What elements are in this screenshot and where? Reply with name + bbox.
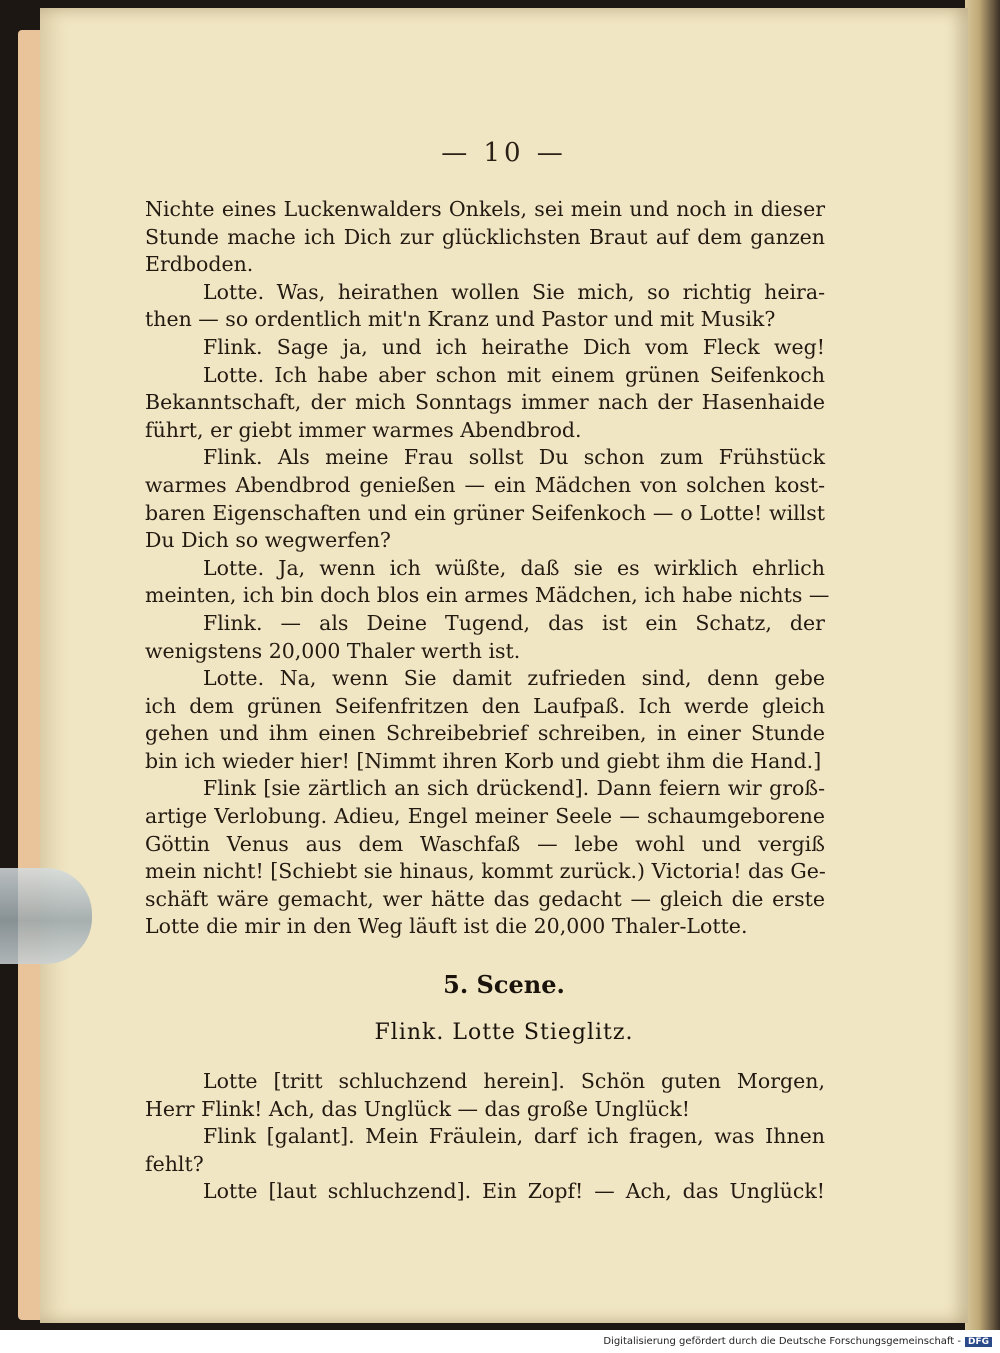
text-line: mein nicht! [Schiebt sie hinaus, kommt zurück.) Victoria! das Ge- xyxy=(145,859,826,884)
text-line: führt, er giebt immer warmes Abendbrod. xyxy=(145,417,582,442)
text-line: Flink. — als Deine Tugend, das ist ein Schatz, der xyxy=(203,610,825,635)
text-line: Lotte. Ja, wenn ich wüßte, daß sie es wirklich ehrlich xyxy=(203,555,825,580)
book-spine xyxy=(965,0,1000,1330)
scene-title: 5. Scene. xyxy=(443,970,565,999)
text-line: wenigstens 20,000 Thaler werth ist. xyxy=(145,638,521,663)
text-line: Du Dich so wegwerfen? xyxy=(145,528,391,553)
digitization-credit xyxy=(603,1336,992,1347)
text-line: Göttin Venus aus dem Waschfaß — lebe wohl und vergiß xyxy=(145,831,825,856)
text-line: meinten, ich bin doch blos ein armes Mädchen, ich habe nichts — xyxy=(145,583,830,608)
text-line: Flink [sie zärtlich an sich drückend]. Dann feiern wir groß- xyxy=(203,776,825,801)
text-line: Flink. Als meine Frau sollst Du schon zum Frühstück xyxy=(203,445,825,470)
text-line: Lotte [tritt schluchzend herein]. Schön guten Morgen, xyxy=(203,1069,825,1093)
dfg-logo: DFG xyxy=(965,1337,992,1347)
text-line: artige Verlobung. Adieu, Engel meiner Seele — schaumgeborene xyxy=(145,804,825,829)
text-line: schäft wäre gemacht, wer hätte das gedacht — gleich die erste xyxy=(145,886,825,911)
text-line: baren Eigenschaften und ein grüner Seifenkoch — o Lotte! willst xyxy=(145,500,825,525)
text-block-main xyxy=(145,196,830,941)
page-clip xyxy=(0,868,92,964)
text-line: fehlt? xyxy=(145,1151,204,1176)
text-line: Flink. Sage ja, und ich heirathe Dich vom Fleck weg! xyxy=(203,334,825,359)
text-line: Lotte. Was, heirathen wollen Sie mich, so richtig heira- xyxy=(203,279,825,304)
text-line: Herr Flink! Ach, das Unglück — das große Unglück! xyxy=(145,1096,691,1121)
text-line: Lotte [laut schluchzend]. Ein Zopf! — Ach, das Unglück! xyxy=(203,1179,825,1204)
credit-text: Digitalisierung gefördert durch die Deutsche Forschungsgemeinschaft - xyxy=(603,1336,961,1347)
text-line: Lotte. Ich habe aber schon mit einem grünen Seifenkoch xyxy=(203,362,825,387)
text-line: ich dem grünen Seifenfritzen den Laufpaß. Ich werde gleich xyxy=(145,693,825,718)
text-line: Erdboden. xyxy=(145,252,254,277)
text-line: then — so ordentlich mit'n Kranz und Pastor und mit Musik? xyxy=(145,307,776,332)
text-line: Stunde mache ich Dich zur glücklichsten Braut auf dem ganzen xyxy=(145,224,825,249)
page-number: — 10 — xyxy=(441,138,567,168)
text-line: gehen und ihm einen Schreibebrief schreiben, in einer Stunde xyxy=(145,721,825,746)
text-line: Lotte die mir in den Weg läuft ist die 20,000 Thaler-Lotte. xyxy=(145,914,748,939)
text-line: bin ich wieder hier! [Nimmt ihren Korb und giebt ihm die Hand.] xyxy=(145,748,822,773)
text-line: Nichte eines Luckenwalders Onkels, sei mein und noch in dieser xyxy=(145,197,825,221)
text-block-scene xyxy=(145,1068,825,1206)
text-line: Lotte. Na, wenn Sie damit zufrieden sind, denn gebe xyxy=(203,666,825,691)
book-page xyxy=(40,8,968,1323)
text-line: Bekanntschaft, der mich Sonntags immer nach der Hasenhaide xyxy=(145,390,825,415)
text-line: warmes Abendbrod genießen — ein Mädchen von solchen kost- xyxy=(145,472,825,497)
text-line: Flink [galant]. Mein Fräulein, darf ich fragen, was Ihnen xyxy=(203,1124,825,1149)
scene-cast: Flink. Lotte Stieglitz. xyxy=(374,1020,634,1045)
